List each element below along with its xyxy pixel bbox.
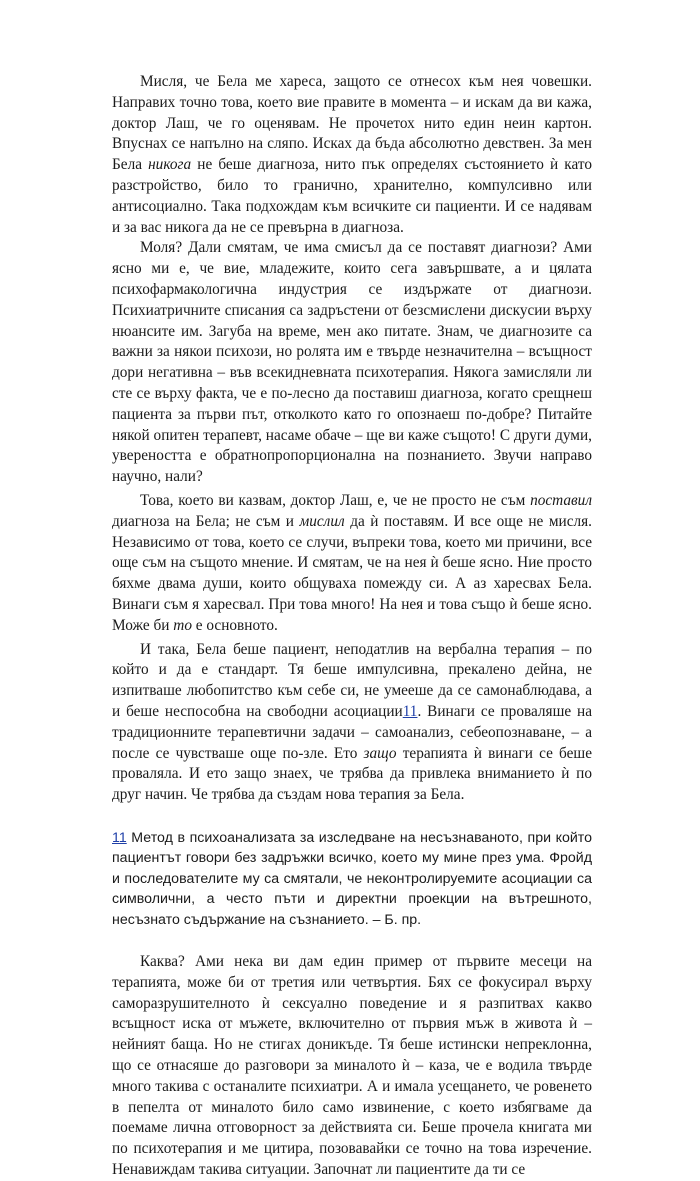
text-run: диагноза на Бела; не съм и	[112, 512, 300, 530]
text-run: е основното.	[191, 616, 278, 634]
footnote-text: Метод в психоанализата за изследване на несъзнаваното, при който пациентът говори без задръжки всичко, което му мине през ума. Фройд и последователите му са смятали, че неконтролируемите асоциации са символични, а често пъти и директни проекции на вътрешното, несъзнато съдържание на съзнанието. – Б. пр.	[112, 829, 592, 928]
text-run: Моля? Дали смятам, че има смисъл да се поставят диагнози? Ами ясно ми е, че вие, младежите, които сега завършвате, а и цялата психофармакологична индустрия се издържате от диагнози. Психиатричните списания са задръстени от безсмислени дискусии върху нюансите им. Загуба на време, мен ако питате. Знам, че диагнозите са важни за някои психози, но ролята им е твърде незначителна – всъщност дори негативна – във всекидневната психотерапия. Някога замисляли ли сте се върху факта, че е по-лесно да поставиш диагноза, когато срещнеш пациента за първи път, отколкото като го опознаеш по-добре? Питайте някой опитен терапевт, насаме обаче – ще ви каже същото! С други думи, увереността е обратнопропорционална на познанието. Звучи направо научно, нали?	[112, 239, 592, 486]
footnote	[112, 828, 592, 930]
text-run: да ѝ поставям. И все още не мисля. Независимо от това, което се случи, въпреки това, което ми причини, все още съм на същото мнение. И смятам, че на нея ѝ беше ясно. Ние просто бяхме двама души, които общуваха помежду си. А аз харесвах Бела. Винаги съм я харесвал. При това много! На нея и това също ѝ беше ясно. Може би	[112, 512, 592, 634]
emphasis: мислил	[299, 512, 345, 530]
emphasis: защо	[363, 744, 397, 762]
paragraph-1	[112, 72, 592, 238]
text-run: И така, Бела беше пациент, неподатлив на вербална терапия – по който и да е стандарт. Тя беше импулсивна, прекалено дейна, не изпитваше любопитство към себе си, не умееше да се самонаблюдава, а и беше неспособна на свободни асоциации	[112, 640, 592, 720]
footnote-backlink[interactable]: 11	[112, 829, 127, 846]
paragraph-3	[112, 491, 592, 637]
text-run: Това, което ви казвам, доктор Лаш, е, че не просто не съм	[140, 491, 531, 509]
text-run: Каква? Ами нека ви дам един пример от първите месеци на терапията, може би от третия или четвъртия. Бях се фокусирал върху саморазрушителното ѝ сексуално поведение и я разпитвах какво всъщност иска от мъжете, включително от първия мъж в живота ѝ – нейният баща. Но не стигах доникъде. Тя беше истински непреклонна, що се отнасяше до разговори за миналото ѝ – каза, че е водила твърде много такива с останалите психиатри. А и имала усещането, че ровенето в пепелта от миналото било само извинение, с което избягваме да поемаме лична отговорност за действията си. Беше прочела книгата ми по психотерапия и ме цитира, позовавайки се точно на това изречение. Ненавиждам такива ситуации. Започнат ли пациентите да ти се	[112, 952, 592, 1178]
text-run: терапията ѝ винаги се беше проваляла. И ето защо знаех, че трябва да привлека вниманието ѝ по друг начин. Че трябва да създам нова терапия за Бела.	[112, 744, 592, 804]
text-run: . Винаги се проваляше на традиционните терапевтични задачи – самоанализ, себеопознаване, – а после се чувстваше още по-зле. Ето	[112, 702, 592, 762]
emphasis: поставил	[530, 491, 592, 509]
paragraph-2	[112, 238, 592, 488]
footnote-ref-link[interactable]: 11	[402, 702, 418, 720]
text-run: не беше диагноза, нито пък определях състоянието ѝ като разстройство, било то гранично, хранително, компулсивно или антисоциално. Така подхождам към всичките си пациенти. И се надявам и за вас никога да не се превърна в диагноза.	[112, 156, 592, 236]
paragraph-5	[112, 952, 592, 1181]
emphasis: никога	[148, 156, 192, 174]
emphasis: то	[173, 616, 192, 634]
paragraph-4	[112, 640, 592, 806]
text-run: Мисля, че Бела ме хареса, защото се отнесох към нея човешки. Направих точно това, което вие правите в момента – и искам да ви кажа, доктор Лаш, че го оценявам. Не прочетох нито един неин картон. Впуснах се напълно на сляпо. Исках да бъда абсолютно девствен. За мен Бела	[112, 73, 592, 174]
